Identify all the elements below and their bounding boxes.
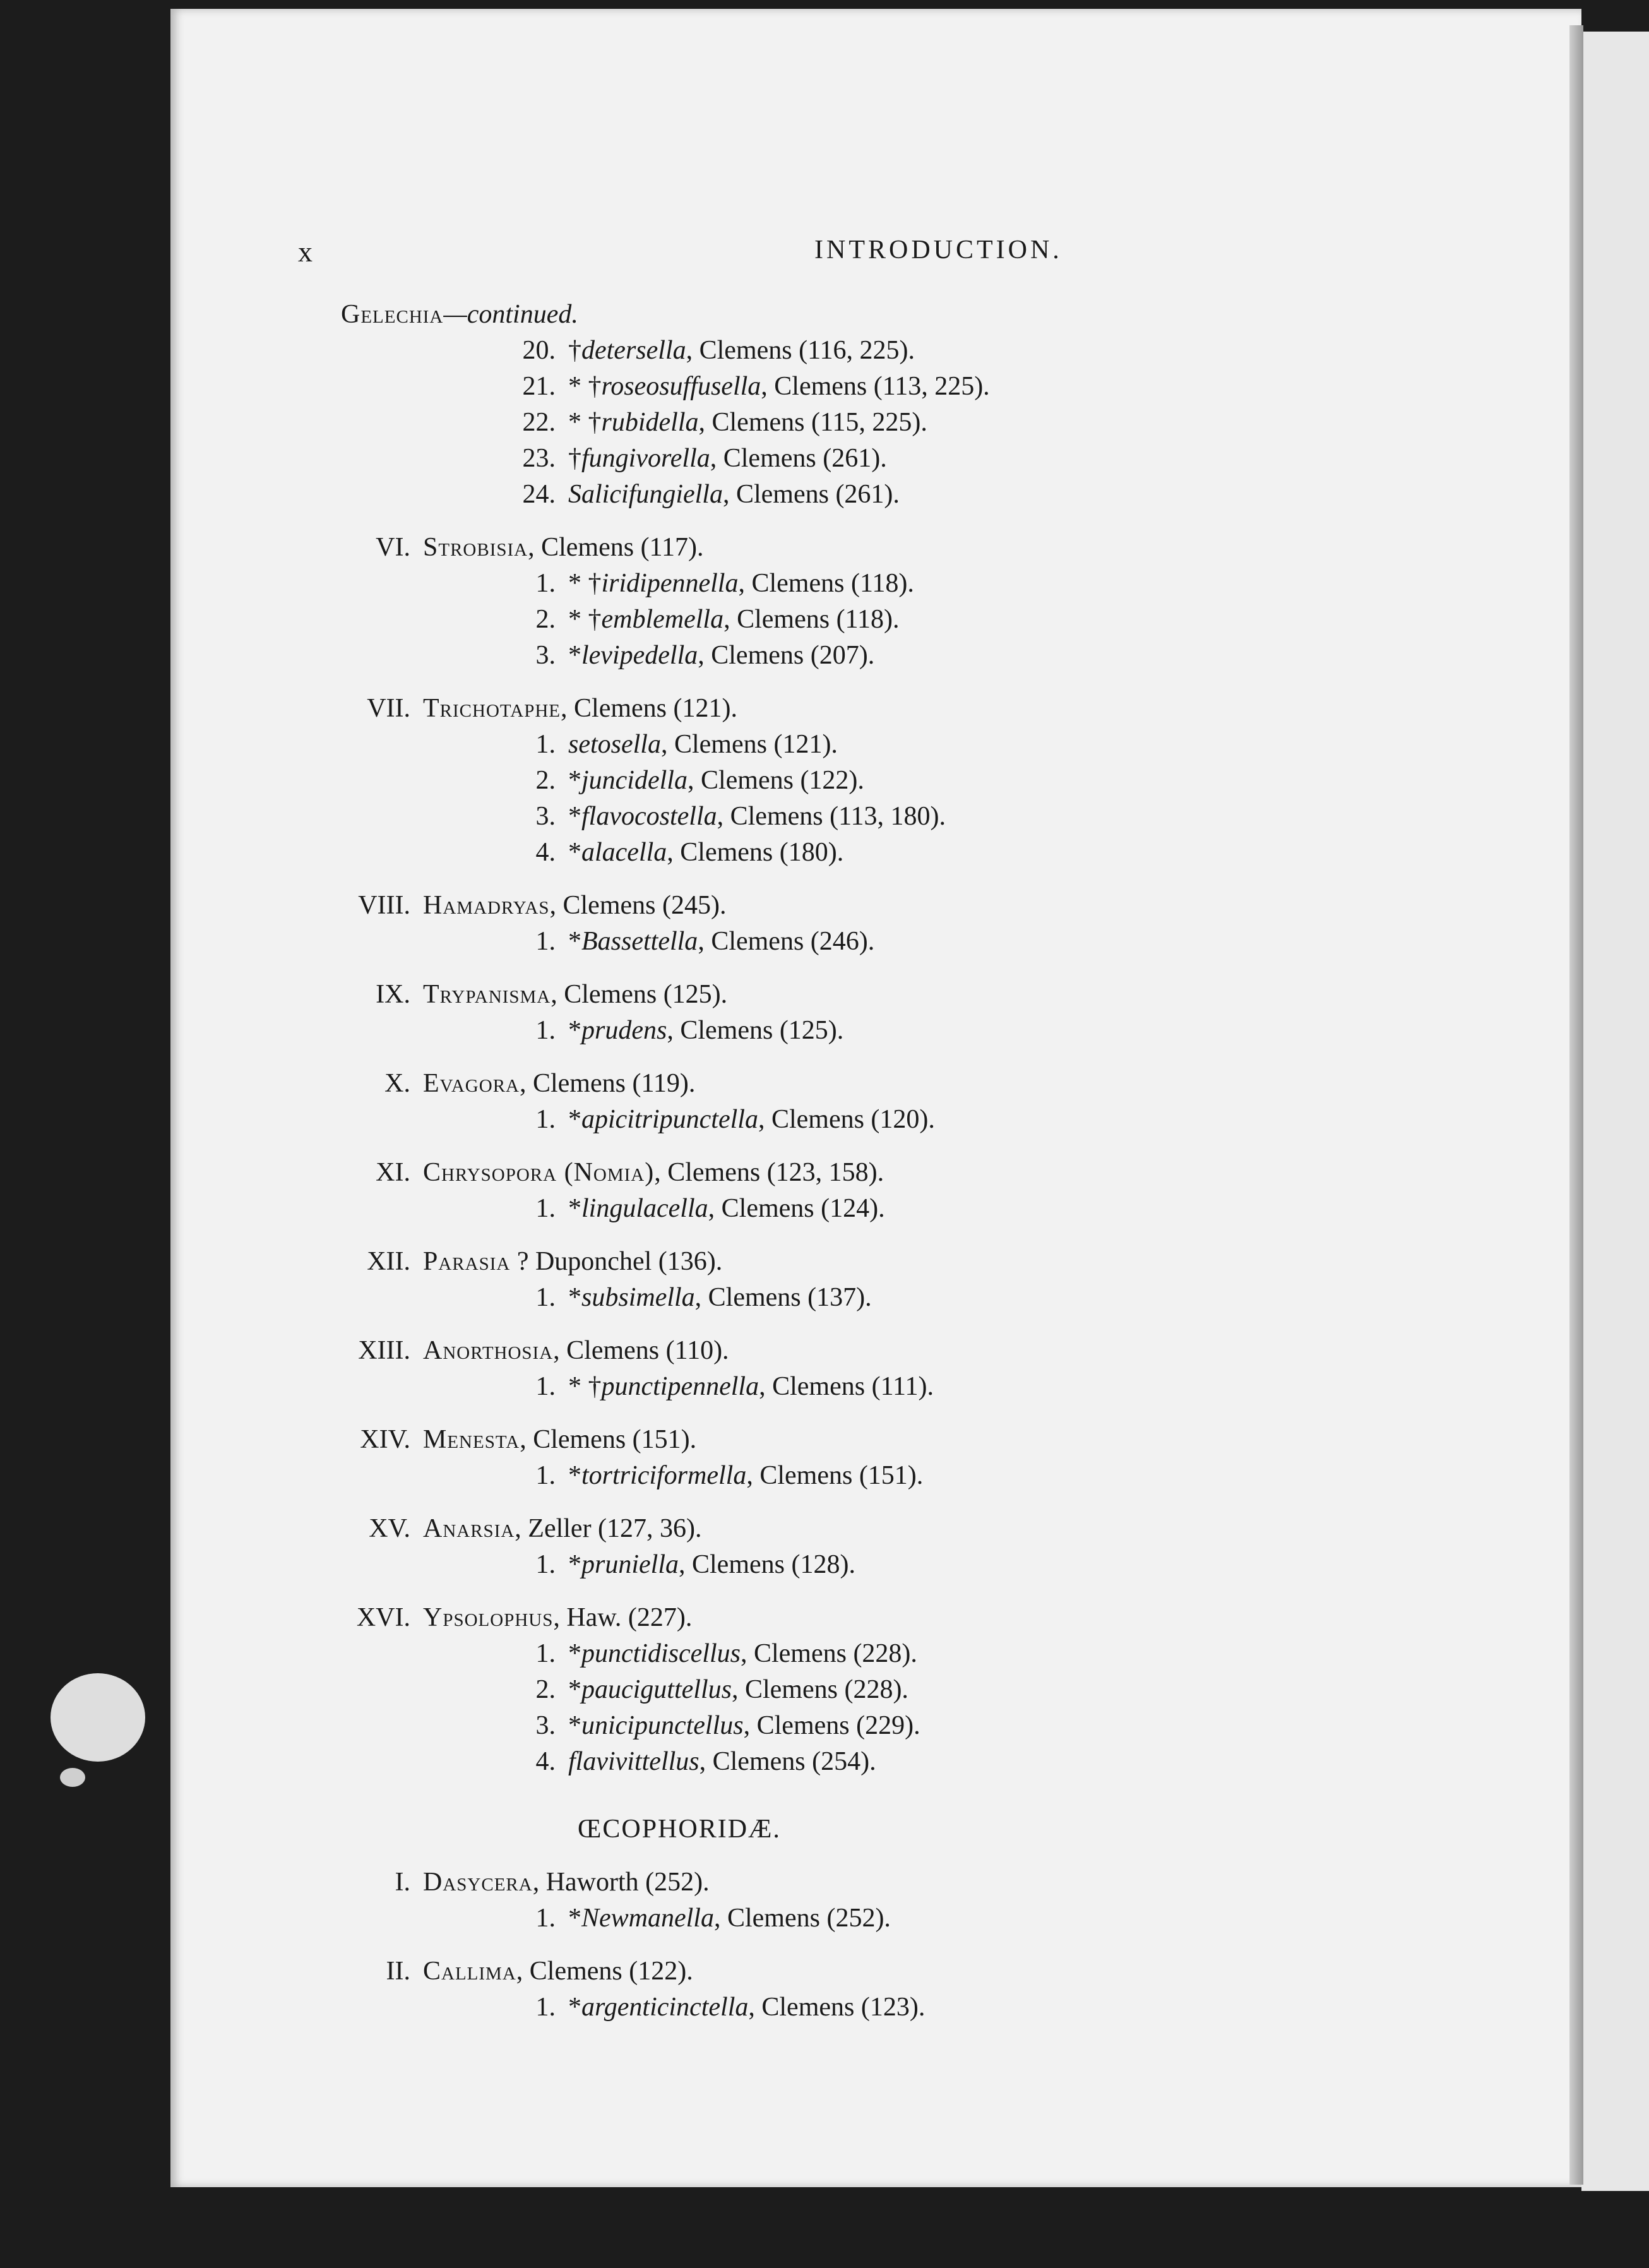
genus-authority: , Clemens (151). xyxy=(520,1425,697,1454)
genus-numeral: XII. xyxy=(367,1247,410,1276)
species-authority: , Clemens (207). xyxy=(698,641,875,670)
genus-name: Dasycera xyxy=(423,1868,533,1897)
paper-blemish xyxy=(51,1673,145,1762)
species-number: 2. xyxy=(535,605,556,634)
species-entry xyxy=(379,1547,1649,1583)
species-authority: , Clemens (118). xyxy=(723,605,900,634)
species-marker: * xyxy=(568,1639,581,1668)
species-marker: * † xyxy=(568,605,602,634)
genus-numeral: XV. xyxy=(369,1514,410,1543)
species-name: punctipennella xyxy=(601,1372,759,1401)
genus-heading xyxy=(367,691,1649,727)
genus-numeral: II. xyxy=(386,1957,410,1986)
species-authority: , Clemens (246). xyxy=(698,927,875,956)
species-number: 1. xyxy=(535,1016,556,1045)
species-authority: , Clemens (254). xyxy=(699,1747,876,1776)
species-entry: 20. †detersella, Clemens (116, 225). xyxy=(522,336,915,365)
species-entry xyxy=(379,1102,1649,1138)
species-number: 1. xyxy=(535,1461,556,1490)
species-name: tortriciformella xyxy=(581,1461,747,1490)
species-number: 2. xyxy=(535,1675,556,1704)
genus-authority: ? Duponchel (136). xyxy=(510,1247,723,1276)
genus-authority: , Clemens (122). xyxy=(516,1957,693,1986)
species-marker: * xyxy=(568,1016,581,1045)
species-entry xyxy=(379,1013,1649,1049)
species-number: 1. xyxy=(535,1904,556,1933)
species-marker: * xyxy=(568,766,581,795)
species-entry xyxy=(379,924,1649,960)
species-name: emblemella xyxy=(601,605,724,634)
species-authority: , Clemens (124). xyxy=(708,1194,885,1223)
genus-name: Anorthosia xyxy=(423,1336,554,1365)
genus-heading xyxy=(376,977,1649,1013)
species-entry xyxy=(379,1369,1649,1405)
genus-heading xyxy=(376,530,1649,566)
species-list xyxy=(341,297,1649,2026)
genus-name: Chrysopora xyxy=(423,1158,557,1187)
genus-name: Evagora xyxy=(423,1069,520,1098)
genus-numeral: IX. xyxy=(376,980,410,1009)
species-entry xyxy=(379,835,1649,871)
species-entry xyxy=(379,1280,1649,1316)
species-name: unicipunctellus xyxy=(581,1711,744,1740)
species-number: 1. xyxy=(535,730,556,759)
species-entry: 24. Salicifungiella, Clemens (261). xyxy=(522,480,900,509)
species-name: prudens xyxy=(581,1016,667,1045)
genus-name: Parasia xyxy=(423,1247,511,1276)
genus-authority: , Zeller (127, 36). xyxy=(515,1514,702,1543)
species-number: 1. xyxy=(535,569,556,598)
species-name: levipedella xyxy=(581,641,698,670)
species-name: Newmanella xyxy=(581,1904,714,1933)
genus-numeral: XI. xyxy=(376,1158,410,1187)
genus-numeral: VII. xyxy=(367,694,410,723)
species-name: juncidella xyxy=(581,766,688,795)
species-number: 3. xyxy=(535,1711,556,1740)
genus-numeral: XIV. xyxy=(360,1425,410,1454)
genus-name: Anarsia xyxy=(423,1514,515,1543)
species-group-gelechia xyxy=(379,333,1649,513)
genus-heading xyxy=(369,1511,1649,1547)
species-entry: 22. * †rubidella, Clemens (115, 225). xyxy=(522,408,927,437)
family-heading: ŒCOPHORIDÆ. xyxy=(578,1815,781,1844)
species-authority: , Clemens (120). xyxy=(758,1105,935,1134)
genus-authority: , Clemens (110). xyxy=(553,1336,729,1365)
species-number: 4. xyxy=(535,838,556,867)
genus-numeral: I. xyxy=(395,1868,410,1897)
species-authority: , Clemens (252). xyxy=(713,1904,891,1933)
species-authority: , Clemens (123). xyxy=(748,1993,926,2022)
species-entry xyxy=(379,1458,1649,1494)
genus-heading xyxy=(379,1066,1649,1102)
species-entry xyxy=(379,799,1649,835)
species-authority: , Clemens (121). xyxy=(660,730,838,759)
species-name: alacella xyxy=(581,838,667,867)
species-entry: 23. †fungivorella, Clemens (261). xyxy=(522,444,887,473)
species-number: 2. xyxy=(535,766,556,795)
page-folio: x xyxy=(298,236,314,268)
species-entry xyxy=(379,1744,1649,1780)
genus-name: Ypsolophus xyxy=(423,1603,554,1632)
species-entry xyxy=(379,1672,1649,1708)
species-marker: * xyxy=(568,1993,581,2022)
species-marker: * xyxy=(568,1904,581,1933)
species-number: 1. xyxy=(535,1993,556,2022)
species-entry xyxy=(379,1990,1649,2026)
genus-heading xyxy=(358,1333,1649,1369)
genus-authority: , Clemens (123, 158). xyxy=(654,1158,884,1187)
genus-name: Menesta xyxy=(423,1425,520,1454)
genus-name: Callima xyxy=(423,1957,516,1986)
genus-name: Strobisia xyxy=(423,533,528,562)
genus-name: Hamadryas xyxy=(423,891,550,920)
species-number: 1. xyxy=(535,927,556,956)
species-authority: , Clemens (113, 180). xyxy=(717,802,946,831)
genus-heading xyxy=(376,1155,1649,1191)
genus-heading xyxy=(379,1954,1649,1990)
species-marker: * xyxy=(568,641,581,670)
genus-authority: , Clemens (119). xyxy=(519,1069,696,1098)
species-name: setosella xyxy=(568,730,661,759)
genus-authority: , Haw. (227). xyxy=(553,1603,693,1632)
genus-authority: , Clemens (125). xyxy=(551,980,728,1009)
species-marker: * xyxy=(568,1461,581,1490)
continued-label: —continued. xyxy=(443,300,578,329)
genus-heading xyxy=(379,1865,1649,1901)
species-number: 3. xyxy=(535,641,556,670)
species-number: 1. xyxy=(535,1639,556,1668)
species-entry xyxy=(379,1901,1649,1937)
species-number: 1. xyxy=(535,1550,556,1579)
genus-heading xyxy=(358,888,1649,924)
species-number: 1. xyxy=(535,1105,556,1134)
genus-numeral: XVI. xyxy=(356,1603,410,1632)
running-head: INTRODUCTION. xyxy=(814,236,1063,265)
species-name: pauciguttellus xyxy=(581,1675,732,1704)
species-authority: , Clemens (228). xyxy=(740,1639,917,1668)
genus-numeral: XIII. xyxy=(358,1336,410,1365)
species-name: apicitripunctella xyxy=(581,1105,758,1134)
genus-numeral: X. xyxy=(384,1069,410,1098)
species-name: Bassettella xyxy=(581,927,698,956)
species-number: 1. xyxy=(535,1194,556,1223)
genus-heading xyxy=(360,1422,1649,1458)
species-marker: * xyxy=(568,802,581,831)
species-number: 3. xyxy=(535,802,556,831)
genus-heading xyxy=(367,1244,1649,1280)
species-marker: * xyxy=(568,1194,581,1223)
species-marker: * xyxy=(568,838,581,867)
species-name: lingulacella xyxy=(581,1194,708,1223)
genus-name: Gelechia xyxy=(341,300,444,329)
species-name: iridipennella xyxy=(601,569,739,598)
species-authority: , Clemens (151). xyxy=(746,1461,924,1490)
species-marker: * † xyxy=(568,569,602,598)
genus-authority: , Clemens (117). xyxy=(528,533,704,562)
genus-name: Trypanisma xyxy=(423,980,551,1009)
species-entry xyxy=(379,638,1649,674)
species-authority: , Clemens (137). xyxy=(694,1283,872,1312)
species-authority: , Clemens (180). xyxy=(667,838,844,867)
genus-authority: , Clemens (121). xyxy=(561,694,737,723)
genus-synonym: (Nomia) xyxy=(557,1158,655,1187)
species-name: argenticinctella xyxy=(581,1993,749,2022)
species-entry xyxy=(379,727,1649,763)
genus-authority: , Haworth (252). xyxy=(532,1868,710,1897)
species-marker: * xyxy=(568,1105,581,1134)
species-marker: * xyxy=(568,1283,581,1312)
paper-blemish xyxy=(60,1768,85,1787)
species-number: 1. xyxy=(535,1372,556,1401)
genus-name: Trichotaphe xyxy=(423,694,561,723)
species-entry xyxy=(379,1636,1649,1672)
species-marker: * † xyxy=(568,1372,602,1401)
family-genera-list xyxy=(379,1865,1649,2026)
species-entry xyxy=(379,1191,1649,1227)
species-authority: , Clemens (229). xyxy=(743,1711,920,1740)
species-marker: * xyxy=(568,1711,581,1740)
species-number: 1. xyxy=(535,1283,556,1312)
species-marker: * xyxy=(568,927,581,956)
species-name: pruniella xyxy=(581,1550,679,1579)
species-authority: , Clemens (122). xyxy=(687,766,864,795)
species-entry xyxy=(379,763,1649,799)
species-name: subsimella xyxy=(581,1283,695,1312)
species-entry xyxy=(379,1708,1649,1744)
species-entry xyxy=(379,602,1649,638)
species-name: flavocostella xyxy=(581,802,717,831)
species-authority: , Clemens (111). xyxy=(759,1372,934,1401)
species-authority: , Clemens (125). xyxy=(667,1016,844,1045)
genus-heading-gelechia xyxy=(341,297,1649,333)
species-marker: * xyxy=(568,1550,581,1579)
genus-numeral: VI. xyxy=(376,533,410,562)
species-authority: , Clemens (128). xyxy=(679,1550,855,1579)
genera-list xyxy=(356,530,1649,1780)
species-entry: 21. * †roseosuffusella, Clemens (113, 225). xyxy=(522,372,990,401)
genus-numeral: VIII. xyxy=(358,891,410,920)
genus-authority: , Clemens (245). xyxy=(549,891,727,920)
species-authority: , Clemens (228). xyxy=(731,1675,908,1704)
species-marker: * xyxy=(568,1675,581,1704)
species-entry xyxy=(379,566,1649,602)
genus-heading xyxy=(356,1600,1649,1636)
species-name: flavivittellus xyxy=(568,1747,699,1776)
species-authority: , Clemens (118). xyxy=(738,569,914,598)
species-name: punctidiscellus xyxy=(581,1639,741,1668)
species-number: 4. xyxy=(535,1747,556,1776)
